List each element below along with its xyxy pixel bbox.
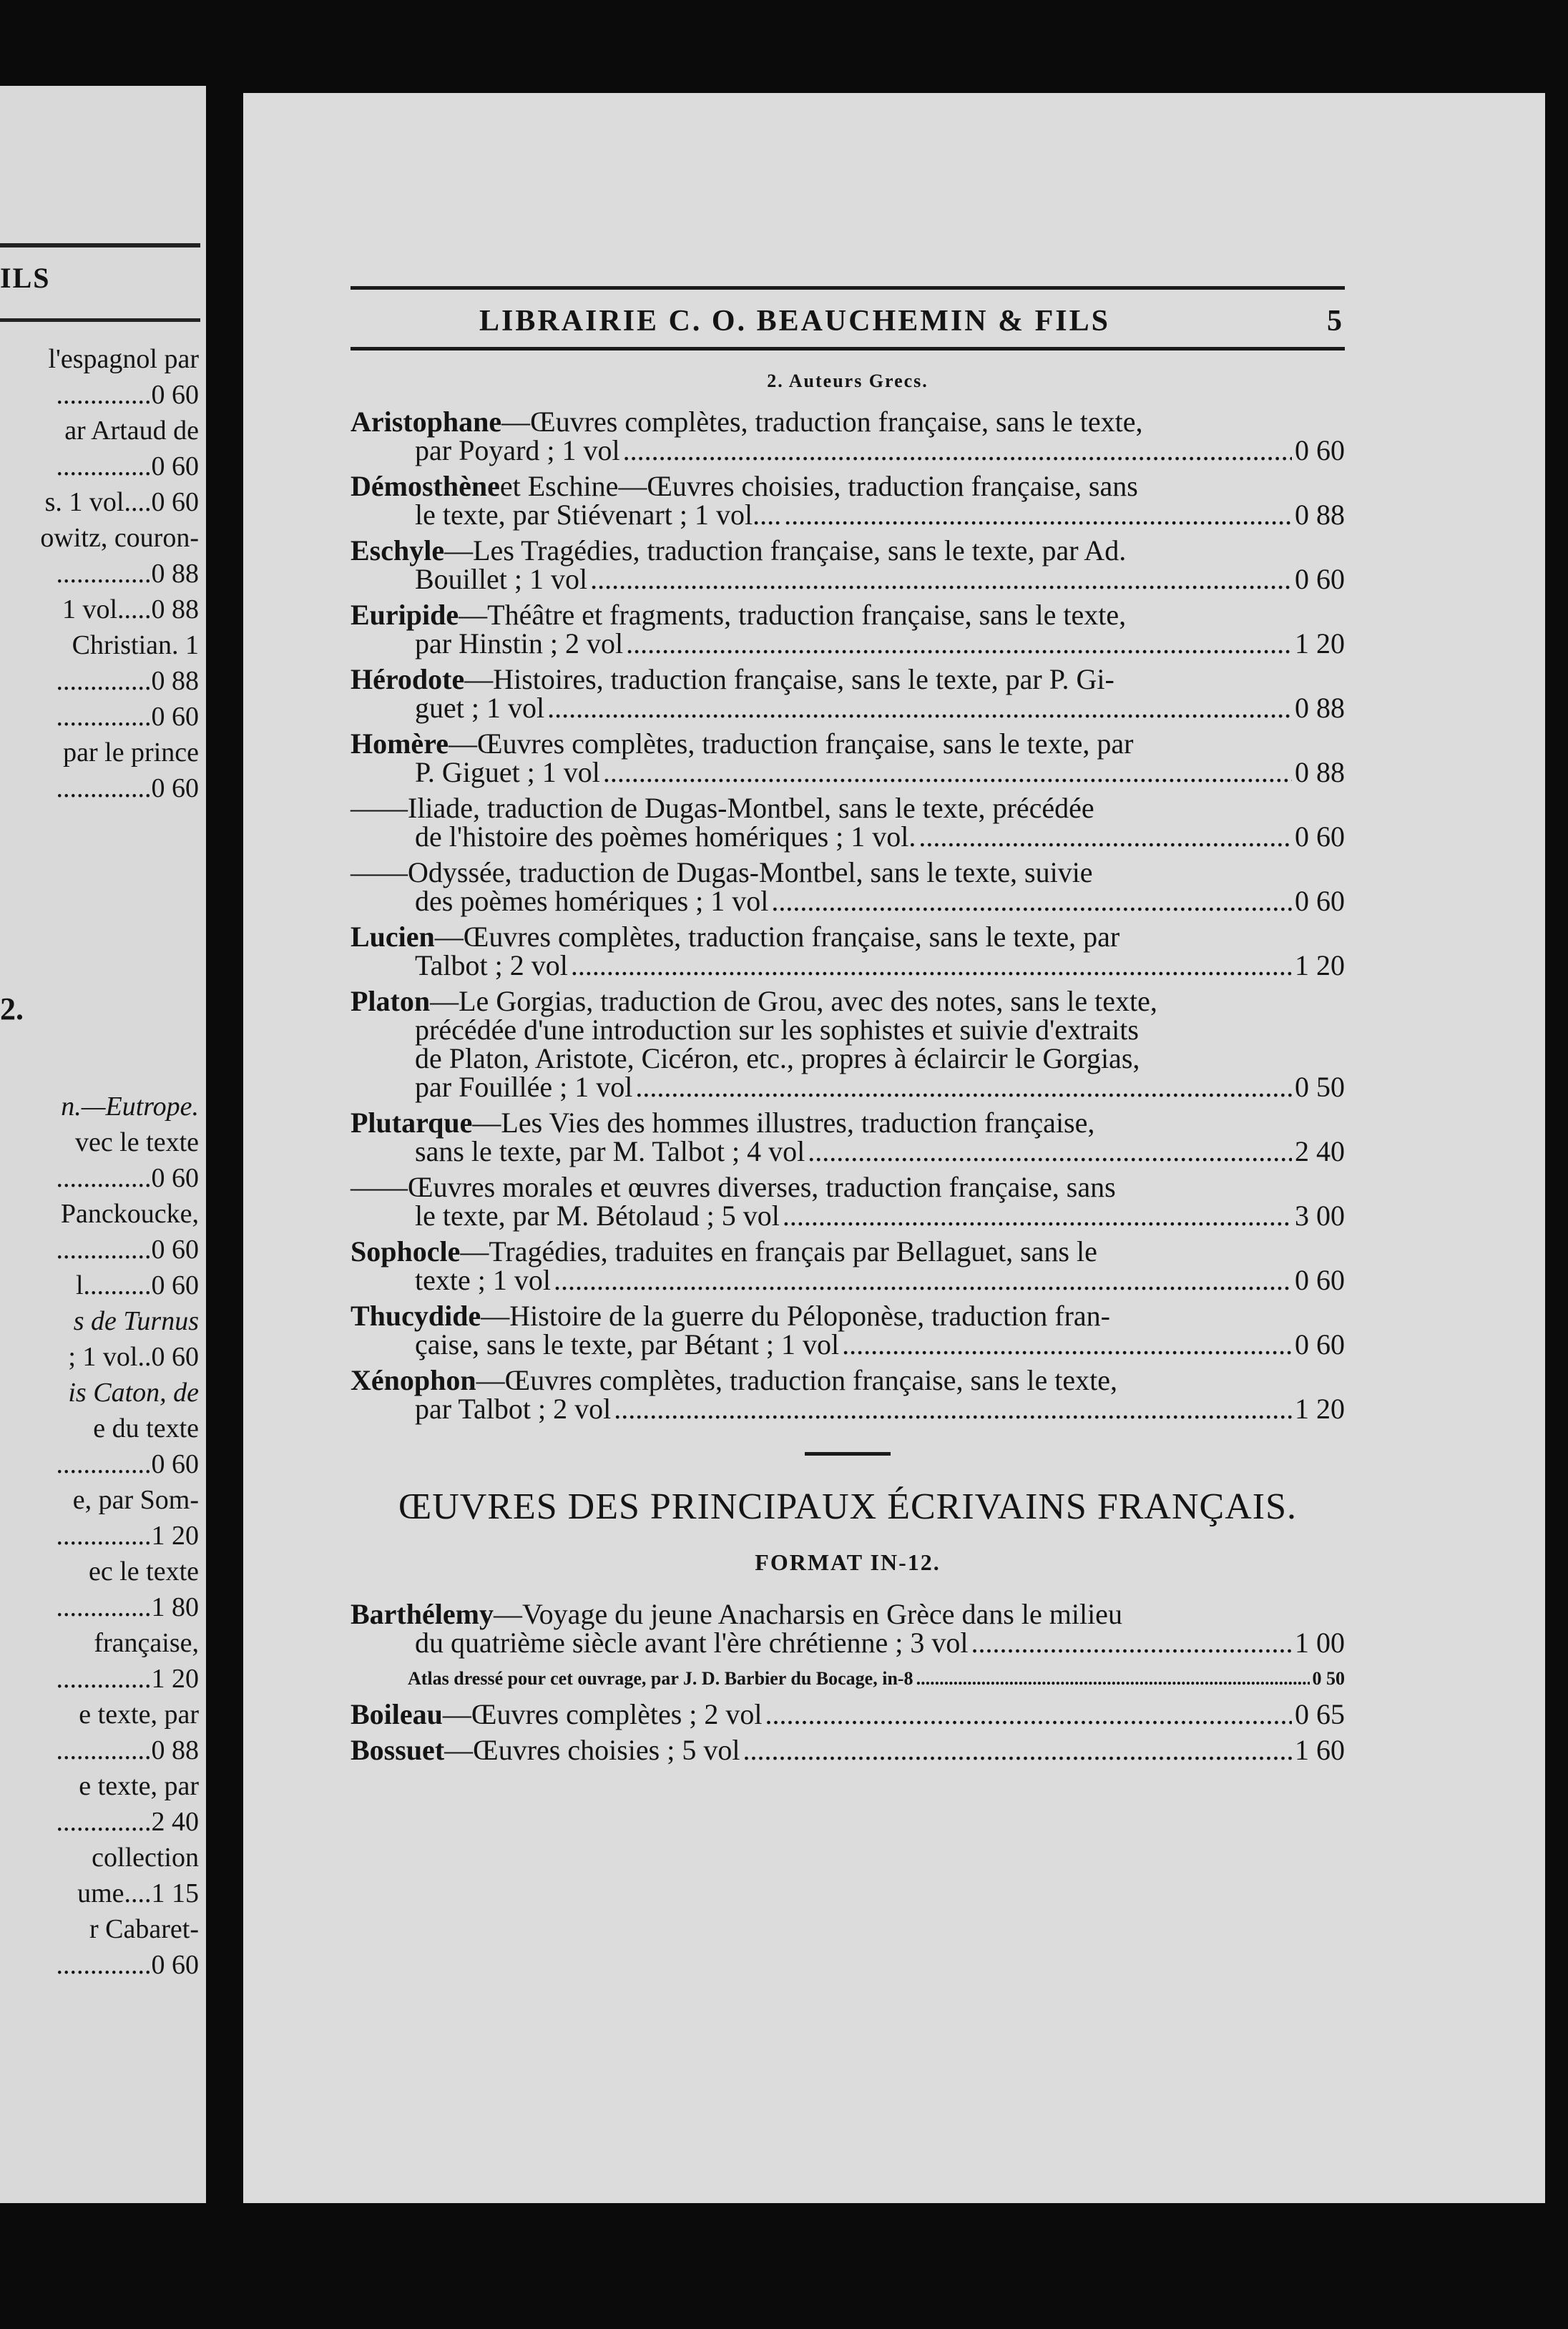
catalog-entry <box>351 794 1345 851</box>
entry-text: —Œuvres choisies ; 5 vol <box>444 1734 740 1766</box>
entry-price: 0 88 <box>1295 692 1345 724</box>
entry-line <box>351 820 1345 853</box>
left-line: e du texte <box>93 1413 199 1443</box>
entry-text: —Théâtre et fragments, traduction française, sans le texte, <box>459 599 1127 631</box>
entry-line <box>351 1302 1345 1330</box>
entry-line <box>351 951 1345 980</box>
entry-author: Homère <box>351 727 449 760</box>
leader-dots <box>916 1664 1310 1693</box>
left-section-number: 2. <box>0 991 24 1026</box>
left-line: collection <box>92 1843 199 1873</box>
entry-price: 2 40 <box>1295 1135 1345 1167</box>
entry-price: 1 60 <box>1295 1734 1345 1766</box>
entry-line <box>351 565 1345 594</box>
entry-price: 0 60 <box>1295 563 1345 595</box>
left-line: l..........0 60 <box>75 1270 199 1300</box>
main-page <box>243 93 1545 2203</box>
catalog-entry <box>351 1173 1345 1230</box>
catalog-entry <box>351 408 1345 465</box>
entry-author: Sophocle <box>351 1235 461 1268</box>
left-line: ..............0 60 <box>56 1449 199 1479</box>
entry-text: ——Odyssée, traduction de Dugas-Montbel, sans le texte, suivie <box>351 856 1093 888</box>
entry-author: Plutarque <box>351 1107 473 1139</box>
entry-line <box>351 1173 1345 1202</box>
entry-text: par Hinstin ; 2 vol <box>415 627 624 660</box>
left-line: ..............0 60 <box>56 1235 199 1265</box>
entry-text: —Œuvres complètes, traduction française, sans le texte, par <box>434 921 1120 953</box>
entry-price: 0 60 <box>1295 820 1345 853</box>
left-line: ; 1 vol..0 60 <box>68 1342 199 1372</box>
left-line: ..............0 60 <box>56 451 199 481</box>
left-top-rule <box>0 243 200 247</box>
entry-text: de Platon, Aristote, Cicéron, etc., propres à éclaircir le Gorgias, <box>415 1042 1140 1074</box>
catalog-entry <box>351 1600 1345 1657</box>
entry-line <box>351 1395 1345 1423</box>
entry-line <box>351 601 1345 629</box>
entry-author: Eschyle <box>351 534 445 567</box>
entry-line <box>351 501 1345 529</box>
catalog-entry <box>351 1700 1345 1729</box>
catalog-entry <box>351 923 1345 980</box>
left-line: ume....1 15 <box>77 1878 199 1908</box>
leader-dots <box>626 629 1292 658</box>
left-line: ..............0 60 <box>56 773 199 803</box>
entry-text: —Tragédies, traduites en français par Bellaguet, sans le <box>460 1235 1097 1268</box>
entry-line <box>351 1700 1345 1729</box>
catalog-entry <box>351 858 1345 916</box>
leader-dots <box>784 501 1292 529</box>
entry-price: 1 20 <box>1295 627 1345 660</box>
entry-text: —Les Tragédies, traduction française, sans le texte, par Ad. <box>444 534 1127 567</box>
entry-text: Talbot ; 2 vol <box>415 949 568 981</box>
entry-text: texte ; 1 vol <box>415 1264 551 1296</box>
entry-line <box>351 923 1345 951</box>
left-line: ..............0 60 <box>56 1950 199 1980</box>
french-section-title: ŒUVRES DES PRINCIPAUX ÉCRIVAINS FRANÇAIS. <box>398 1486 1298 1527</box>
catalog-entry <box>351 1366 1345 1423</box>
leader-dots <box>783 1202 1292 1230</box>
entry-price: 0 50 <box>1295 1071 1345 1103</box>
leader-dots <box>614 1395 1292 1423</box>
entry-line <box>351 665 1345 694</box>
entry-text: le texte, par Stiévenart ; 1 vol.... <box>415 499 782 531</box>
leader-dots <box>635 1073 1292 1102</box>
left-line: s de Turnus <box>73 1306 199 1336</box>
entry-text: —Histoire de la guerre du Péloponèse, traduction fran- <box>481 1300 1111 1332</box>
format-title: FORMAT IN-12. <box>755 1549 941 1575</box>
left-line: e texte, par <box>79 1771 199 1801</box>
left-line: ..............0 88 <box>56 559 199 589</box>
entry-line <box>351 436 1345 465</box>
entry-line <box>351 887 1345 916</box>
left-line: owitz, couron- <box>40 523 199 553</box>
entry-line <box>351 1016 1345 1044</box>
section-title: 2. Auteurs Grecs. <box>767 371 928 391</box>
entry-text: le texte, par M. Bétolaud ; 5 vol <box>415 1200 780 1232</box>
entry-price: 0 60 <box>1295 1264 1345 1296</box>
entry-author: Platon <box>351 985 431 1017</box>
left-line: n.—Eutrope. <box>61 1092 199 1122</box>
entry-line <box>351 472 1345 501</box>
entry-text: —Histoires, traduction française, sans le texte, par P. Gi- <box>464 663 1114 695</box>
left-line: ec le texte <box>88 1556 199 1587</box>
leader-dots <box>743 1736 1292 1765</box>
entry-author: Hérodote <box>351 663 465 695</box>
catalog-entry <box>351 1664 1345 1693</box>
left-line: s. 1 vol....0 60 <box>44 487 199 517</box>
leader-dots <box>554 1266 1292 1295</box>
left-line: ar Artaud de <box>64 416 199 446</box>
left-line: vec le texte <box>74 1127 199 1157</box>
entry-text: des poèmes homériques ; 1 vol <box>415 885 769 917</box>
entry-text: guet ; 1 vol <box>415 692 545 724</box>
entry-author: Démosthène <box>351 470 500 502</box>
leader-dots <box>547 694 1292 722</box>
left-line: ..............0 88 <box>56 666 199 696</box>
entry-line <box>351 758 1345 787</box>
entry-line <box>351 629 1345 658</box>
entry-text: et Eschine—Œuvres choisies, traduction française, sans <box>499 470 1138 502</box>
running-head-title: LIBRAIRIE C. O. BEAUCHEMIN & FILS <box>479 305 1110 338</box>
left-line: ..............0 60 <box>56 1163 199 1193</box>
entry-line <box>351 1202 1345 1230</box>
leader-dots <box>771 887 1292 916</box>
entry-author: Boileau <box>351 1698 443 1730</box>
left-line: Christian. 1 <box>72 630 199 660</box>
catalog-entry <box>351 1736 1345 1765</box>
leader-dots <box>765 1700 1292 1729</box>
left-line: ..............1 80 <box>56 1592 199 1622</box>
leader-dots <box>571 951 1292 980</box>
page-number: 5 <box>1327 305 1342 338</box>
entry-price: 0 60 <box>1295 885 1345 917</box>
entry-line <box>351 858 1345 887</box>
entry-line <box>351 987 1345 1016</box>
leader-dots <box>590 565 1292 594</box>
section-divider <box>805 1452 891 1456</box>
entry-line <box>351 1366 1345 1395</box>
leader-dots <box>842 1330 1292 1359</box>
running-head <box>351 290 1345 347</box>
left-running-head <box>0 261 200 295</box>
entry-author: Lucien <box>351 921 435 953</box>
entry-text: précédée d'une introduction sur les sophistes et suivie d'extraits <box>415 1014 1139 1046</box>
left-line: française, <box>94 1628 199 1658</box>
entry-author: Barthélemy <box>351 1598 494 1630</box>
entry-text: ——Œuvres morales et œuvres diverses, traduction française, sans <box>351 1171 1116 1203</box>
entry-price: 0 88 <box>1295 756 1345 788</box>
catalog-entry <box>351 665 1345 722</box>
entry-line <box>351 1109 1345 1137</box>
note-text: Atlas dressé pour cet ouvrage, par J. D. Barbier du Bocage, in-8 <box>408 1668 913 1689</box>
entry-line <box>351 408 1345 436</box>
entry-price: 0 65 <box>1295 1698 1345 1730</box>
left-line: ..............0 60 <box>56 380 199 410</box>
entry-text: sans le texte, par M. Talbot ; 4 vol <box>415 1135 805 1167</box>
catalog-entry <box>351 1237 1345 1295</box>
french-authors-list <box>351 1600 1345 1765</box>
entry-line <box>351 1137 1345 1166</box>
entry-line <box>351 727 1345 760</box>
left-line: ..............2 40 <box>56 1807 199 1837</box>
catalog-entry <box>351 987 1345 1102</box>
left-line: par le prince <box>63 737 199 768</box>
left-running-head-text: ILS <box>0 262 51 294</box>
entry-text: du quatrième siècle avant l'ère chrétienne ; 3 vol <box>415 1627 969 1659</box>
greek-authors-list <box>351 408 1345 1423</box>
left-line: ..............1 20 <box>56 1664 199 1694</box>
entry-price: 1 20 <box>1295 949 1345 981</box>
entry-price: 1 20 <box>1295 1393 1345 1425</box>
catalog-entry <box>351 536 1345 594</box>
entry-line <box>351 794 1345 823</box>
leader-dots <box>918 823 1292 851</box>
catalog-entry <box>351 601 1345 658</box>
leader-dots <box>971 1629 1292 1657</box>
left-line: e, par Som- <box>72 1485 199 1515</box>
entry-text: par Poyard ; 1 vol <box>415 434 620 466</box>
left-line: e texte, par <box>79 1700 199 1730</box>
catalog-entry <box>351 1109 1345 1166</box>
left-page <box>0 86 206 2203</box>
entry-line <box>351 1044 1345 1073</box>
entry-line <box>351 1629 1345 1657</box>
entry-price: 1 00 <box>1295 1627 1345 1659</box>
entry-text: par Fouillée ; 1 vol <box>415 1071 633 1103</box>
entry-line <box>351 694 1345 722</box>
catalog-entry <box>351 472 1345 529</box>
left-line: r Cabaret- <box>89 1914 199 1944</box>
entry-text: —Voyage du jeune Anacharsis en Grèce dans le milieu <box>493 1598 1122 1630</box>
leader-dots <box>623 436 1292 465</box>
entry-text: —Œuvres complètes, traduction française, sans le texte, <box>476 1364 1117 1396</box>
left-line: l'espagnol par <box>48 344 199 374</box>
entry-text: —Les Vies des hommes illustres, traduction française, <box>472 1107 1095 1139</box>
entry-author: Euripide <box>351 599 459 631</box>
entry-price: 0 60 <box>1295 1328 1345 1360</box>
entry-author: Thucydide <box>351 1300 481 1332</box>
catalog-entry <box>351 1302 1345 1359</box>
entry-text: par Talbot ; 2 vol <box>415 1393 612 1425</box>
entry-text: —Le Gorgias, traduction de Grou, avec des notes, sans le texte, <box>430 985 1157 1017</box>
entry-price: 0 60 <box>1295 434 1345 466</box>
entry-text: ——Iliade, traduction de Dugas-Montbel, sans le texte, précédée <box>351 792 1094 824</box>
entry-line <box>351 1073 1345 1102</box>
entry-line <box>351 1266 1345 1295</box>
entry-text: çaise, sans le texte, par Bétant ; 1 vol <box>415 1328 840 1360</box>
entry-line <box>351 1600 1345 1629</box>
entry-price: 0 88 <box>1295 499 1345 531</box>
entry-line <box>351 1237 1345 1266</box>
entry-text: —Œuvres complètes, traduction française, sans le texte, par <box>448 727 1134 760</box>
entry-author: Bossuet <box>351 1734 445 1766</box>
left-line: ..............0 88 <box>56 1735 199 1765</box>
entry-line <box>351 536 1345 565</box>
entry-price: 3 00 <box>1295 1200 1345 1232</box>
entry-author: Aristophane <box>351 406 502 438</box>
leader-dots <box>603 758 1292 787</box>
page-content <box>351 286 1345 1772</box>
entry-text: —Œuvres complètes ; 2 vol <box>442 1698 763 1730</box>
catalog-entry <box>351 727 1345 788</box>
entry-text: P. Giguet ; 1 vol <box>415 756 600 788</box>
left-bottom-rule <box>0 318 200 322</box>
entry-author: Xénophon <box>351 1364 476 1396</box>
left-line: is Caton, de <box>68 1378 199 1408</box>
entry-text: —Œuvres complètes, traduction française, sans le texte, <box>501 406 1143 438</box>
left-line: ..............0 60 <box>56 702 199 732</box>
left-line: 1 vol.....0 88 <box>62 594 199 624</box>
bottom-rule <box>351 347 1345 350</box>
entry-note <box>351 1664 1345 1693</box>
left-line: Panckoucke, <box>60 1199 199 1229</box>
leader-dots <box>808 1137 1292 1166</box>
entry-price: 0 50 <box>1312 1668 1345 1689</box>
entry-text: de l'histoire des poèmes homériques ; 1 vol. <box>415 820 916 853</box>
entry-line <box>351 1736 1345 1765</box>
entry-line <box>351 1330 1345 1359</box>
left-line: ..............1 20 <box>56 1521 199 1551</box>
entry-text: Bouillet ; 1 vol <box>415 563 588 595</box>
